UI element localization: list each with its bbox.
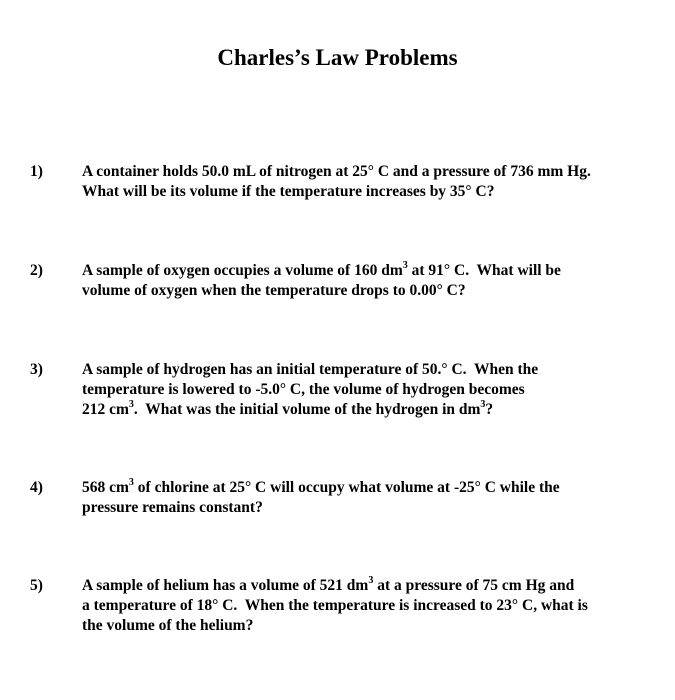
problem-line-text: a temperature of 18° C. When the temperature is increased to 23° C, what is [82,597,588,614]
problem-text [82,576,662,636]
problem-line [82,616,662,636]
problem-line [82,281,662,301]
problem-line-text: A sample of helium has a volume of 521 dm [82,577,369,594]
problem-line-text: A container holds 50.0 mL of nitrogen at 25° C and a pressure of 736 mm Hg. [82,163,591,180]
problem-line [82,498,662,518]
problem-line-text: of chlorine at 25° C will occupy what volume at -25° C while the [133,479,560,496]
superscript-exponent: 3 [402,259,408,271]
problem-line-text: . What was the initial volume of the hydrogen in dm [133,401,481,418]
problem-line [82,162,662,182]
problem-line-text: 568 cm [82,479,129,496]
problem-line-text: A sample of oxygen occupies a volume of 160 dm [82,262,403,279]
problem-line-text: 212 cm [82,401,129,418]
superscript-exponent: 3 [128,476,134,488]
problem-number: 5) [30,577,43,594]
problem-text [82,478,662,518]
page-title: Charles’s Law Problems [217,45,458,70]
problem-line-text: volume of oxygen when the temperature drops to 0.00° C? [82,282,466,299]
problem-line-text: ? [485,401,494,418]
problem-line [82,478,662,498]
problem-text [82,261,662,301]
problem-line-text: at a pressure of 75 cm Hg and [373,577,575,594]
problem-line [82,360,662,380]
problem-number: 1) [30,163,43,180]
superscript-exponent: 3 [128,398,134,410]
problem-number: 4) [30,479,43,496]
problem-line-text: pressure remains constant? [82,499,263,516]
problem-line [82,576,662,596]
superscript-exponent: 3 [480,398,486,410]
problem-number: 2) [30,262,43,279]
problem-line [82,182,662,202]
problem-line-text: at 91° C. What will be [407,262,561,279]
problem-line-text: the volume of the helium? [82,617,254,634]
problem-line [82,380,662,400]
superscript-exponent: 3 [368,574,374,586]
problem-line-text: A sample of hydrogen has an initial temperature of 50.° C. When the [82,361,539,378]
problem-line-text: temperature is lowered to -5.0° C, the volume of hydrogen becomes [82,381,525,398]
problem-number: 3) [30,361,43,378]
problem-line [82,400,662,420]
problem-text [82,360,662,420]
problem-line [82,596,662,616]
problem-line [82,261,662,281]
problem-line-text: What will be its volume if the temperature increases by 35° C? [82,183,495,200]
problem-text [82,162,662,202]
